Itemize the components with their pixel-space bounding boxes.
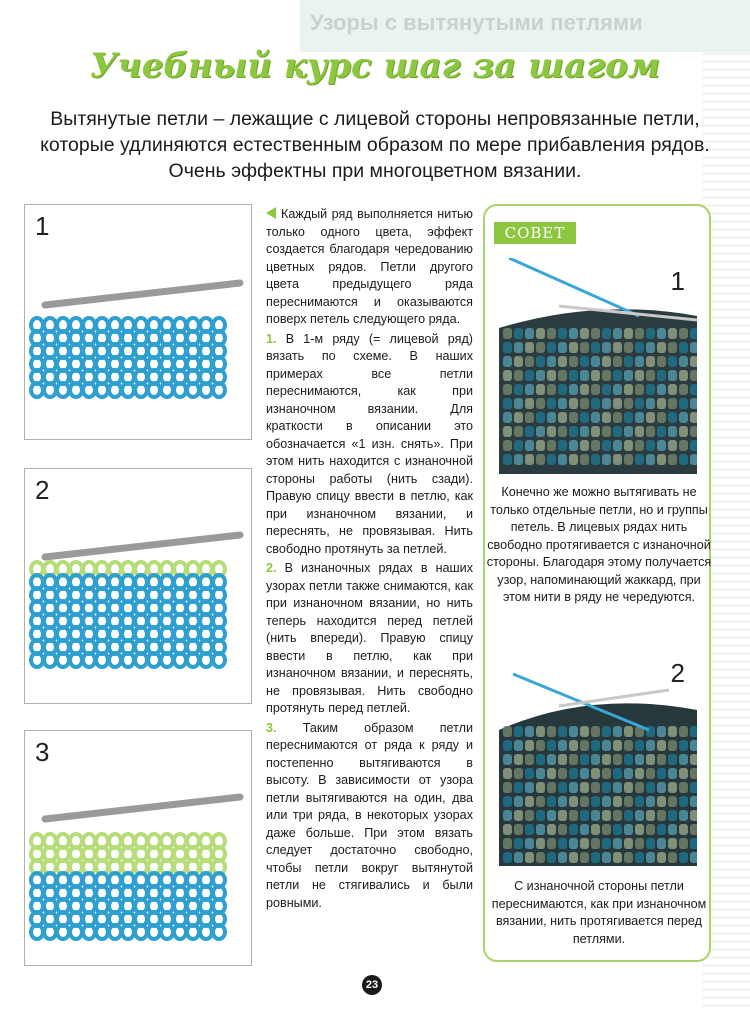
step-text: В 1-м ряду (= лицевой ряд) вязать по схеме. В наших примерах все петли переснимаются, как при изнаночном вязании. Для краткости в описании это обозначается «1 изн. снять». При этом нить находится с изнаночной стороны работы (нить сзади). Правую спицу ввести в петлю, как при изнаночном вязании, и переснять, не провязывая. Нить свободно протянуть за петлей. — [266, 331, 473, 556]
tip-caption-1: Конечно же можно вытягивать не только отдельные петли, но и группы петель. В лицевых рядах нить свободно протягивается с изнаночной стороны. Благодаря этому получается узор, напоминающий жаккард, при этом нити в ряду не чередуются. — [486, 485, 712, 604]
knitted-swatch-photo — [499, 650, 697, 866]
knitting-illustration — [25, 469, 251, 703]
intro-paragraph: Вытянутые петли – лежащие с лицевой стороны непровязанные петли, которые удлиняются естественным образом по мере прибавления рядов. Очень эффектны при многоцветном вязании. — [40, 108, 710, 182]
lead-text: Каждый ряд выполняется нитью только одного цвета, эффект создается благодаря чередованию цветных рядов. Петли другого цвета предыдущего ряда переснимаются и оказываются поверх петель следующего ряда. — [266, 207, 473, 326]
step-text: В изнаночных рядах в наших узорах петли также снимаются, как при изнаночном вязании, но нить теперь находится перед петлей (нить впереди). Правую спицу ввести в петлю, как при изнаночном вязании, и переснять, не провязывая. Нить свободно протянуть перед петлей. — [266, 561, 473, 715]
step-number: 2. — [266, 561, 277, 575]
knitting-illustration — [25, 731, 251, 965]
diagram-number: 2 — [35, 475, 50, 505]
diagram-step-1 — [24, 204, 252, 440]
step-paragraph — [266, 560, 473, 718]
diagram-number: 1 — [35, 211, 50, 241]
page-title: Учебный курс шаг за шагом — [89, 46, 661, 86]
pointer-triangle-icon — [266, 207, 276, 219]
diagram-step-3 — [24, 730, 252, 966]
lead-paragraph — [266, 206, 473, 329]
knitting-illustration — [25, 205, 251, 439]
photo-number: 2 — [670, 658, 685, 688]
faded-running-header: Узоры с вытянутыми петлями — [300, 0, 750, 52]
step-paragraph — [266, 720, 473, 913]
page-number: 23 — [362, 975, 382, 995]
instructions-column — [266, 206, 473, 914]
tip-photo-2 — [499, 650, 697, 866]
tip-box — [483, 204, 711, 962]
diagram-number: 3 — [35, 737, 50, 767]
tip-label: СОВЕТ — [494, 222, 576, 244]
knitted-swatch-photo — [499, 258, 697, 474]
step-number: 3. — [266, 720, 277, 735]
photo-number: 1 — [670, 266, 685, 296]
step-paragraph — [266, 331, 473, 559]
diagram-step-2 — [24, 468, 252, 704]
tip-caption-2: С изнаночной стороны петли переснимаются, как при изнаночном вязании, нить протягивается перед петлями. — [491, 879, 707, 946]
tip-photo-1 — [499, 258, 697, 474]
step-number: 1. — [266, 331, 277, 346]
step-text: Таким образом петли переснимаются от ряда к ряду и постепенно вытягиваются в высоту. В зависимости от узора петли вытягиваются на один, два или три ряда, в некоторых узорах даже больше. При этом вязать следует достаточно свободно, чтобы петли вокруг вытянутой петли не стягивались и были ровными. — [266, 720, 474, 910]
